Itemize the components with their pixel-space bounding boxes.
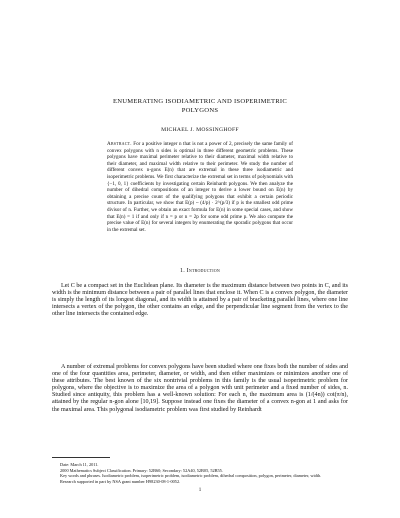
footnote-keywords: Key words and phrases. Isodiametric problem, isoperimetric problem, isodiametric problem, dihedral composition, polygon, perimeter, diameter, width. bbox=[60, 473, 322, 479]
paper-title-line2: POLYGONS bbox=[181, 107, 219, 114]
abstract-label: Abstract. bbox=[107, 141, 132, 147]
intro-paragraph-2: A number of extremal problems for convex polygons have been studied where one fixes both the number of sides and one of the four quantities area, perimeter, diameter, or width, and then either maximizes or minimizes another one of these attributes. The best known of the six nontrivial problems in this family is the usual isoperimetric problem for polygons, where the objective is to maximize the area of a polygon with unit perimeter and a fixed number of sides, n. Studied since antiquity, this problem has a well-known solution: For each n, the maximum area is (1/(4n)) cot(π/n), attained by the regular n-gon alone [10,19]. Suppose instead one fixes the diameter of a convex n-gon at 1 and asks for the maximal area. This polygonal isodiametric problem was first studied by Reinhardt bbox=[52, 364, 348, 413]
abstract-text: For a positive integer n that is not a power of 2, precisely the same family of convex polygons with n sides is optimal in three different geometric problems. These polygons have maximal perimeter relative to their diameter, maximal width relative to their diameter, and maximal width relative to their perimeter. We study the number of different convex n-gons E(n) that are extremal in these three isodiametric and isoperimetric problems. We first characterize the extremal set in terms of polynomials with {−1, 0, 1} coefficients by investigating certain Reinhardt polygons. We then analyze the number of dihedral compositions of an integer to derive a lower bound on E(n) by obtaining a precise count of the qualifying polygons that exhibit a certain periodic structure. In particular, we show that E(p) ~ (4/p) · 2^(p/3) if p is the smallest odd prime divisor of n. Further, we obtain an exact formula for E(n) in some special cases, and show that E(n) = 1 if and only if n = p or n = 2p for some odd prime p. We also compute the precise value of E(n) for several integers by enumerating the sporadic polygons that occur in the extremal set. bbox=[107, 141, 293, 233]
paper-author: MICHAEL J. MOSSINGHOFF bbox=[161, 127, 239, 133]
footnotes bbox=[52, 462, 348, 484]
footnote-grant: Research supported in part by NSA grant number H98230-08-1-0052. bbox=[60, 478, 181, 484]
page-number: 1 bbox=[198, 488, 202, 493]
section-number: 1. bbox=[180, 268, 185, 274]
abstract bbox=[107, 141, 293, 233]
footnote-date: Date: March 11, 2011. bbox=[60, 462, 99, 467]
section-title: Introduction bbox=[186, 268, 220, 274]
footnote-divider bbox=[52, 457, 110, 458]
section-heading bbox=[60, 268, 340, 274]
footnote-msc: 2000 Mathematics Subject Classification. Primary: 52B60; Secondary: 52A40, 52B05, 52B55. bbox=[60, 467, 223, 473]
paper-title-line1: ENUMERATING ISODIAMETRIC AND ISOPERIMETRIC bbox=[112, 98, 288, 105]
intro-paragraph-1: Let C be a compact set in the Euclidean plane. Its diameter is the maximum distance between two points in C, and its width is the minimum distance between a pair of parallel lines that enclose it. When C is a convex polygon, the diameter is simply the length of its longest diagonal, and its width is attained by a pair of bracketing parallel lines, where one line intersects a vertex of the polygon, the other contains an edge, and the perpendicular line segment from the vertex to the other line intersects the contained edge. bbox=[52, 283, 348, 318]
